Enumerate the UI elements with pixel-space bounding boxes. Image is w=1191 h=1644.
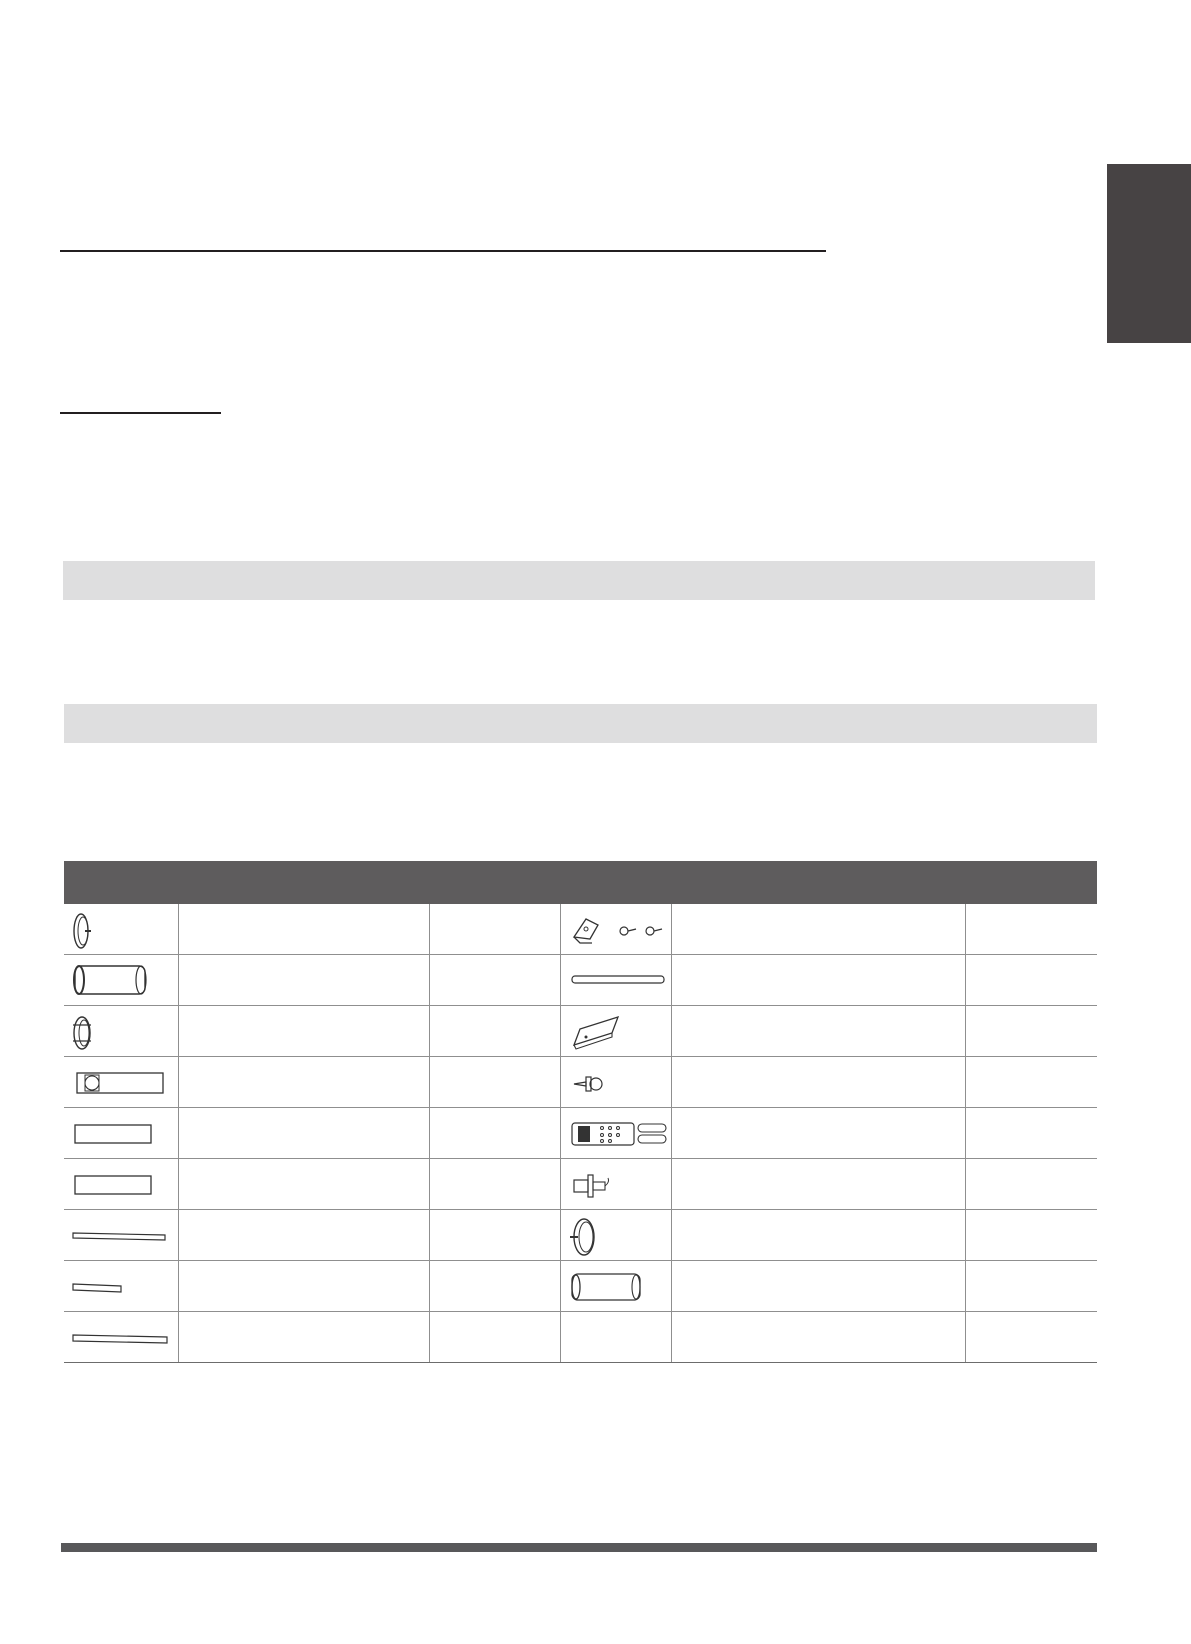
table-row xyxy=(64,1108,1097,1159)
part-figure xyxy=(64,1006,178,1057)
parts-table xyxy=(64,904,1097,1363)
part-qty xyxy=(965,1159,1097,1210)
window-slider-adapter-round-icon xyxy=(69,907,169,951)
part-figure xyxy=(560,1006,671,1057)
section-band-2 xyxy=(64,704,1097,743)
part-figure xyxy=(560,1210,671,1261)
hose-clamp-adapter-icon xyxy=(566,1213,672,1257)
table-row xyxy=(64,1210,1097,1261)
part-figure xyxy=(64,1108,178,1159)
part-qty xyxy=(429,1057,560,1108)
window-bracket-icon xyxy=(566,1009,672,1053)
part-qty xyxy=(965,1108,1097,1159)
part-name xyxy=(671,904,965,955)
part-qty xyxy=(965,1261,1097,1312)
part-figure xyxy=(64,1210,178,1261)
part-name xyxy=(178,1108,429,1159)
part-qty xyxy=(429,1159,560,1210)
table-row xyxy=(64,1261,1097,1312)
part-name xyxy=(178,1210,429,1261)
part-qty xyxy=(429,955,560,1006)
part-figure xyxy=(560,904,671,955)
wall-exhaust-adapter-icon xyxy=(69,1009,169,1053)
table-row xyxy=(64,955,1097,1006)
part-qty xyxy=(965,1312,1097,1363)
part-name xyxy=(671,1006,965,1057)
parts-table-header xyxy=(64,861,1097,904)
part-name xyxy=(178,1006,429,1057)
bracket-and-screws-icon xyxy=(566,907,672,951)
part-figure xyxy=(560,1108,671,1159)
footer-bar xyxy=(61,1543,1097,1552)
part-qty xyxy=(429,1210,560,1261)
table-row xyxy=(64,1006,1097,1057)
part-name xyxy=(178,1057,429,1108)
part-name xyxy=(671,1108,965,1159)
part-name xyxy=(178,904,429,955)
drain-connector-icon xyxy=(566,1060,672,1104)
window-slider-panel-icon xyxy=(69,1111,169,1155)
part-figure xyxy=(64,904,178,955)
window-slider-panel-icon xyxy=(69,1162,169,1206)
part-figure xyxy=(560,1057,671,1108)
part-name xyxy=(671,1159,965,1210)
part-qty xyxy=(965,1006,1097,1057)
title-underline xyxy=(60,250,826,252)
part-name xyxy=(671,1210,965,1261)
part-figure xyxy=(64,1057,178,1108)
long-foam-seal-icon xyxy=(69,1213,169,1257)
table-row xyxy=(64,904,1097,955)
part-figure xyxy=(64,1261,178,1312)
table-row xyxy=(64,1159,1097,1210)
short-foam-seal-icon xyxy=(69,1264,169,1308)
table-row xyxy=(64,1057,1097,1108)
part-qty xyxy=(965,955,1097,1006)
part-figure xyxy=(64,955,178,1006)
remote-control-and-batteries-icon xyxy=(566,1111,672,1155)
part-name xyxy=(178,1261,429,1312)
part-qty xyxy=(429,1006,560,1057)
part-figure xyxy=(64,1159,178,1210)
part-name xyxy=(671,955,965,1006)
foam-strip-icon xyxy=(566,958,672,1002)
part-name xyxy=(178,1312,429,1363)
long-foam-seal-icon xyxy=(69,1315,169,1359)
part-name xyxy=(178,955,429,1006)
part-name xyxy=(178,1159,429,1210)
part-qty xyxy=(965,1210,1097,1261)
window-slider-panel-with-hole-icon xyxy=(69,1060,169,1104)
exhaust-hose-icon xyxy=(69,958,169,1002)
section-side-tab xyxy=(1107,164,1191,343)
part-name xyxy=(671,1312,965,1363)
part-figure-empty xyxy=(560,1312,671,1363)
part-figure xyxy=(560,1261,671,1312)
table-row xyxy=(64,1312,1097,1363)
part-figure xyxy=(560,1159,671,1210)
short-hose-icon xyxy=(566,1264,672,1308)
part-figure xyxy=(64,1312,178,1363)
part-name xyxy=(671,1261,965,1312)
section-band-1 xyxy=(63,561,1095,600)
subtitle-underline xyxy=(60,412,221,414)
part-qty xyxy=(429,1261,560,1312)
part-qty xyxy=(965,904,1097,955)
part-qty xyxy=(429,1108,560,1159)
part-qty xyxy=(429,904,560,955)
drain-plug-icon xyxy=(566,1162,672,1206)
part-qty xyxy=(965,1057,1097,1108)
part-qty xyxy=(429,1312,560,1363)
part-figure xyxy=(560,955,671,1006)
part-name xyxy=(671,1057,965,1108)
